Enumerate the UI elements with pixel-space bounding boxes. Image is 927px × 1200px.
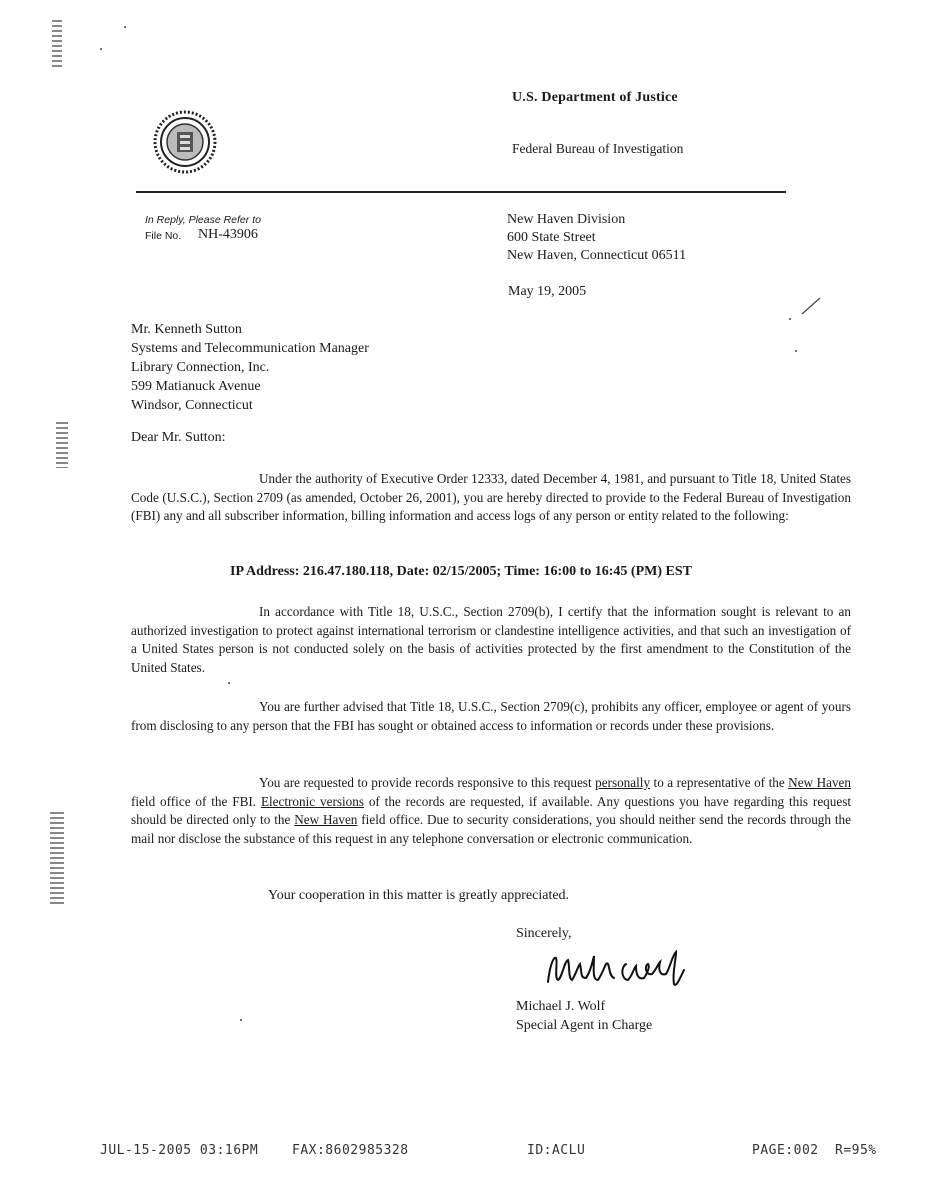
- signer-name: Michael J. Wolf: [516, 999, 606, 1014]
- fax-datetime: JUL-15-2005 03:16PM: [100, 1143, 259, 1158]
- paragraph-text: You are further advised that Title 18, U.S.C., Section 2709(c), prohibits any officer, employee or agent of yours from disclosing to any person that the FBI has sought or obtained access to information or records under these provisions.: [131, 699, 851, 733]
- signer-title: Special Agent in Charge: [516, 1018, 653, 1033]
- valediction: Sincerely,: [516, 926, 572, 941]
- recipient-block: [131, 320, 369, 415]
- office-address: [507, 211, 686, 265]
- fax-page: PAGE:002: [752, 1143, 819, 1158]
- scan-artifact: [52, 20, 62, 68]
- fax-ratio: R=95%: [835, 1143, 877, 1158]
- emphasis-new-haven: New Haven: [294, 812, 358, 827]
- recipient-title: Systems and Telecommunication Manager: [131, 341, 369, 356]
- fax-number: FAX:8602985328: [292, 1143, 409, 1158]
- scan-speck: [789, 318, 791, 320]
- street: 600 State Street: [507, 230, 596, 245]
- emphasis-personally: personally: [595, 775, 651, 790]
- handwritten-signature: [540, 944, 710, 994]
- scan-speck: [124, 26, 126, 28]
- emphasis-electronic-versions: Electronic versions: [260, 793, 364, 809]
- reply-label: In Reply, Please Refer to: [145, 214, 261, 226]
- file-label: File No.: [145, 230, 182, 242]
- recipient-name: Mr. Kenneth Sutton: [131, 322, 242, 337]
- paragraph-nondisclosure: [131, 698, 851, 735]
- scan-artifact: [50, 812, 64, 906]
- paragraph-text: Under the authority of Executive Order 12333, dated December 4, 1981, and pursuant to Title 18, United States Code (U.S.C.), Section 2709 (as amended, October 26, 2001), you are hereby directed to provide to the Federal Bureau of Investigation (FBI) any and all subscriber information, billing information and access logs of any person or entity related to the following:: [131, 471, 851, 523]
- city-state-zip: New Haven, Connecticut 06511: [507, 248, 687, 263]
- bureau-heading: Federal Bureau of Investigation: [512, 141, 684, 156]
- recipient-company: Library Connection, Inc.: [131, 360, 270, 375]
- file-number: NH-43906: [198, 227, 258, 242]
- letter-date: May 19, 2005: [508, 284, 587, 299]
- division: New Haven Division: [507, 212, 626, 227]
- paragraph-text: You are requested to provide records responsive to this request personally to a representative of the New Haven field office of the FBI. Electronic versions of the records are requested, if available. Any questions you have regarding this request should be directed only to the New Haven field office. Due to security considerations, you should neither send the records through the mail nor disclose the substance of this request in any telephone conversation or electronic communication.: [131, 775, 852, 846]
- paragraph-text: In accordance with Title 18, U.S.C., Section 2709(b), I certify that the information sought is relevant to an authorized investigation to protect against international terrorism or clandestine intelligence activities, and that such an investigation of a United States person is not conducted solely on the basis of activities protected by the first amendment to the Constitution of the United States.: [131, 604, 851, 675]
- fax-id: ID:ACLU: [527, 1143, 586, 1158]
- paragraph-delivery-instructions: [131, 774, 851, 848]
- signer-block: [516, 997, 652, 1035]
- fbi-seal-icon: [153, 110, 217, 174]
- closing-line: Your cooperation in this matter is greatly appreciated.: [268, 888, 570, 903]
- recipient-street: 599 Matianuck Avenue: [131, 379, 261, 394]
- scan-artifact: [56, 422, 68, 468]
- paragraph-authority: [131, 470, 851, 526]
- paragraph-certification: [131, 603, 851, 677]
- scan-speck: [100, 48, 102, 50]
- salutation: Dear Mr. Sutton:: [131, 430, 226, 445]
- scan-speck: [795, 350, 797, 352]
- scan-speck: [240, 1019, 242, 1021]
- emphasis-new-haven: New Haven: [788, 775, 851, 790]
- department-heading: U.S. Department of Justice: [512, 90, 678, 105]
- scan-speck: [228, 682, 230, 684]
- letterhead-divider: [136, 191, 786, 193]
- ip-address-line: IP Address: 216.47.180.118, Date: 02/15/2005; Time: 16:00 to 16:45 (PM) EST: [230, 564, 692, 579]
- scan-stroke: [800, 294, 822, 316]
- recipient-city: Windsor, Connecticut: [131, 398, 253, 413]
